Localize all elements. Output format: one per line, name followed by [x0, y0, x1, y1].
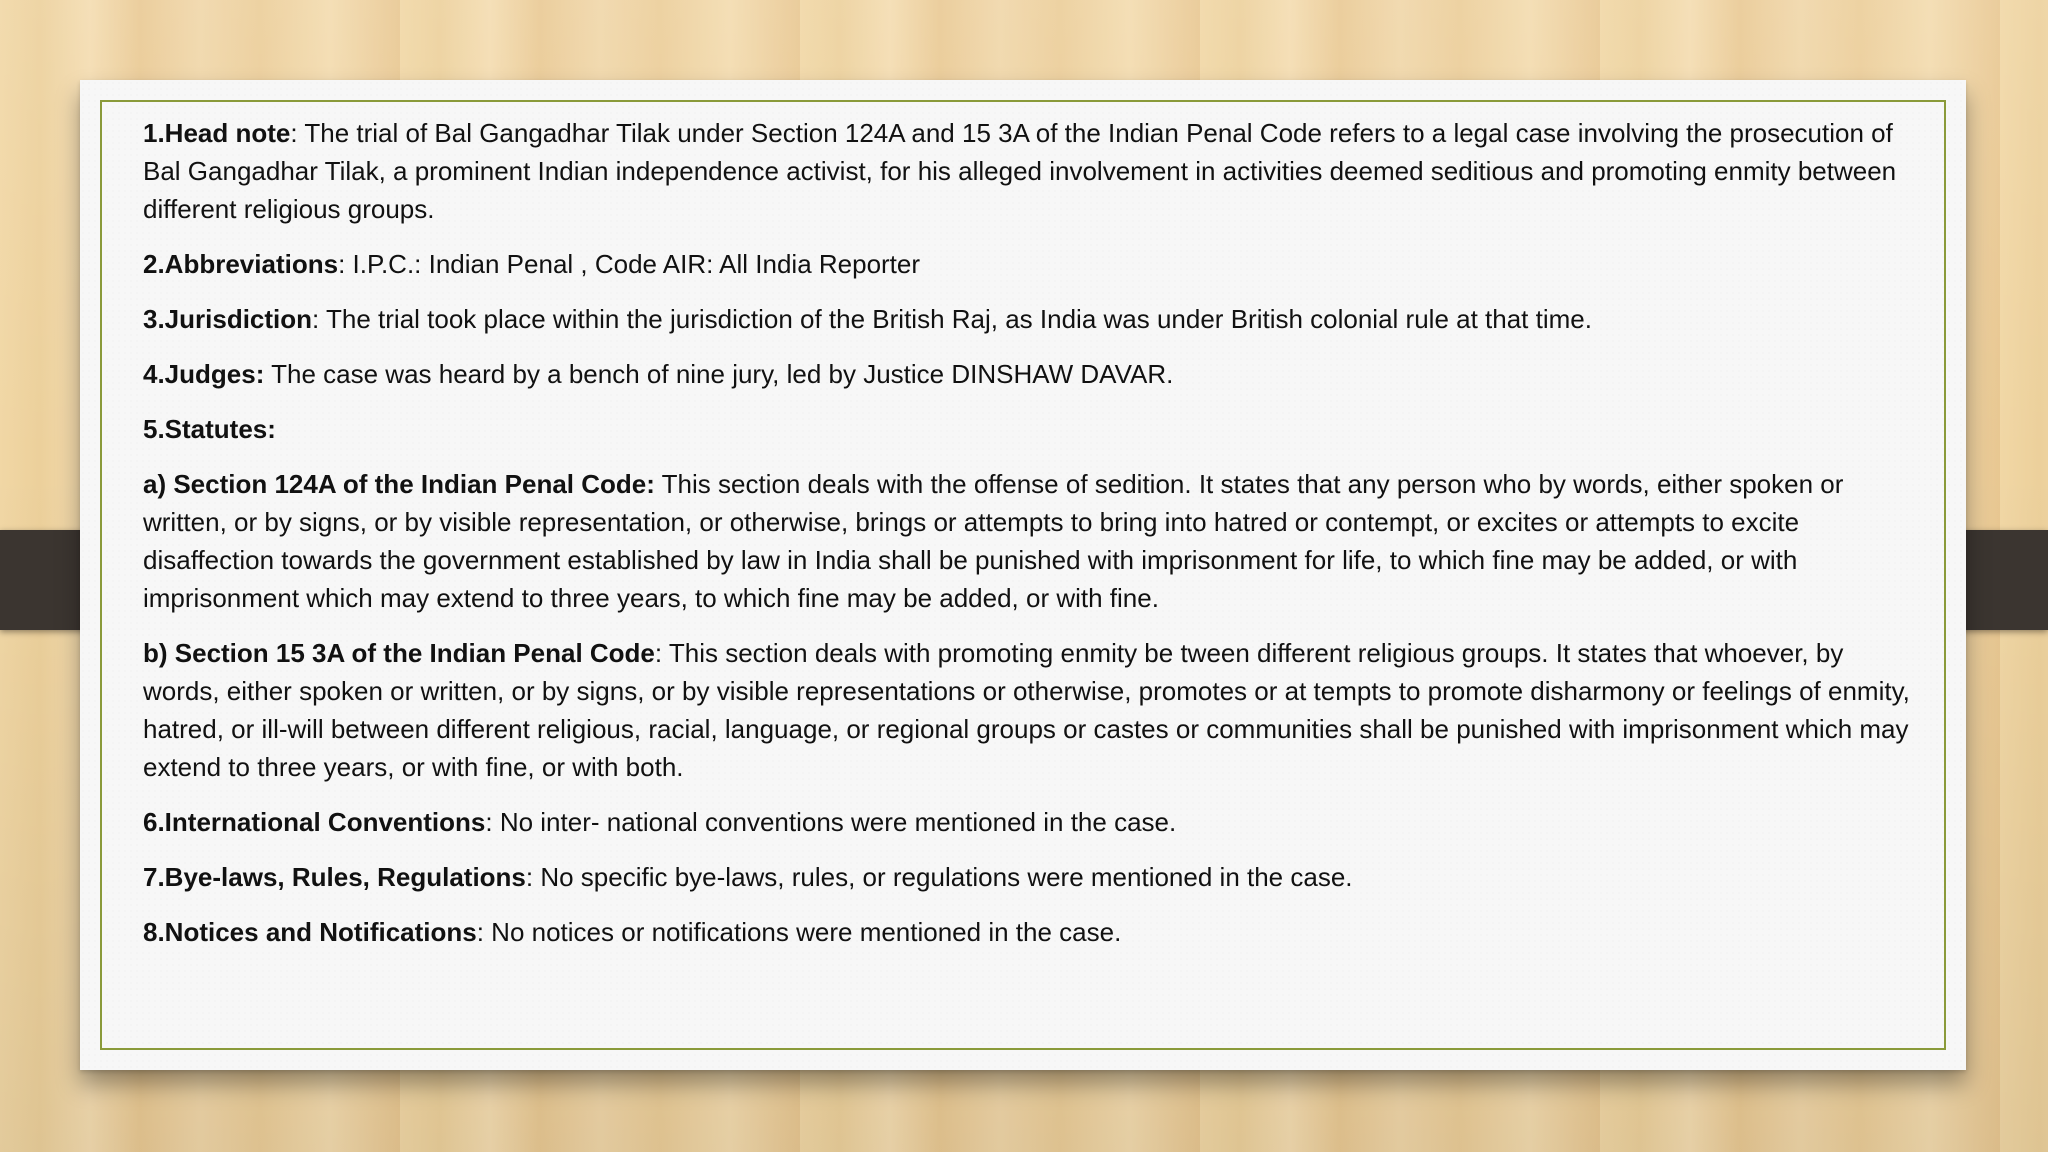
bye-laws-label: 7.Bye-laws, Rules, Regulations [143, 862, 526, 892]
jurisdiction-label: 3.Jurisdiction [143, 304, 313, 334]
notices-text: : No notices or notifications were mentioned in the case. [476, 917, 1122, 947]
conventions-label: 6.International Conventions [143, 807, 486, 837]
abbreviations-text: : I.P.C.: Indian Penal , Code AIR: All India Reporter [338, 249, 921, 279]
judges-text: The case was heard by a bench of nine jury, led by Justice DINSHAW DAVAR. [264, 359, 1174, 389]
statute-a-paragraph [143, 465, 1913, 617]
notices-paragraph [143, 913, 1913, 951]
statutes-paragraph [143, 410, 1913, 448]
notices-label: 8.Notices and Notifications [143, 917, 477, 947]
slide-paper [80, 80, 1966, 1070]
head-note-label: 1.Head note [143, 118, 291, 148]
statute-a-label: a) Section 124A of the Indian Penal Code: [143, 469, 655, 499]
statute-b-paragraph [143, 634, 1913, 786]
judges-label: 4.Judges: [143, 359, 265, 389]
slide-content [143, 114, 1913, 968]
jurisdiction-paragraph [143, 300, 1913, 338]
jurisdiction-text: : The trial took place within the jurisdiction of the British Raj, as India was under British colonial rule at that time. [312, 304, 1592, 334]
conventions-text: : No inter- national conventions were mentioned in the case. [485, 807, 1177, 837]
bye-laws-paragraph [143, 858, 1913, 896]
head-note-text: : The trial of Bal Gangadhar Tilak under Section 124A and 15 3A of the Indian Penal Code refers to a legal case involving the prosecution of Bal Gangadhar Tilak, a prominent Indian independence activist, for his alleged involvement in activities deemed seditious and promoting enmity between different religious groups. [143, 118, 1897, 224]
head-note-paragraph [143, 114, 1913, 228]
conventions-paragraph [143, 803, 1913, 841]
statute-a-text: This section deals with the offense of sedition. It states that any person who by words, either spoken or written, or by signs, or by visible representation, or otherwise, brings or attempts to bring into hatred or contempt, or excites or attempts to excite disaffection towards the government established by law in India shall be punished with imprisonment for life, to which fine may be added, or with imprisonment which may extend to three years, to which fine may be added, or with fine. [143, 469, 1844, 613]
statute-b-label: b) Section 15 3A of the Indian Penal Code [143, 638, 655, 668]
abbreviations-label: 2.Abbreviations [143, 249, 339, 279]
judges-paragraph [143, 355, 1913, 393]
statutes-label: 5.Statutes: [143, 414, 276, 444]
statute-b-text: : This section deals with promoting enmity be tween different religious groups. It states that whoever, by words, either spoken or written, or by signs, or by visible representations or otherwise, promotes or at tempts to promote disharmony or feelings of enmity, hatred, or ill-will between different religious, racial, language, or regional groups or castes or communities shall be punished with imprisonment which may extend to three years, or with fine, or with both. [143, 638, 1910, 782]
bye-laws-text: : No specific bye-laws, rules, or regulations were mentioned in the case. [525, 862, 1353, 892]
abbreviations-paragraph [143, 245, 1913, 283]
